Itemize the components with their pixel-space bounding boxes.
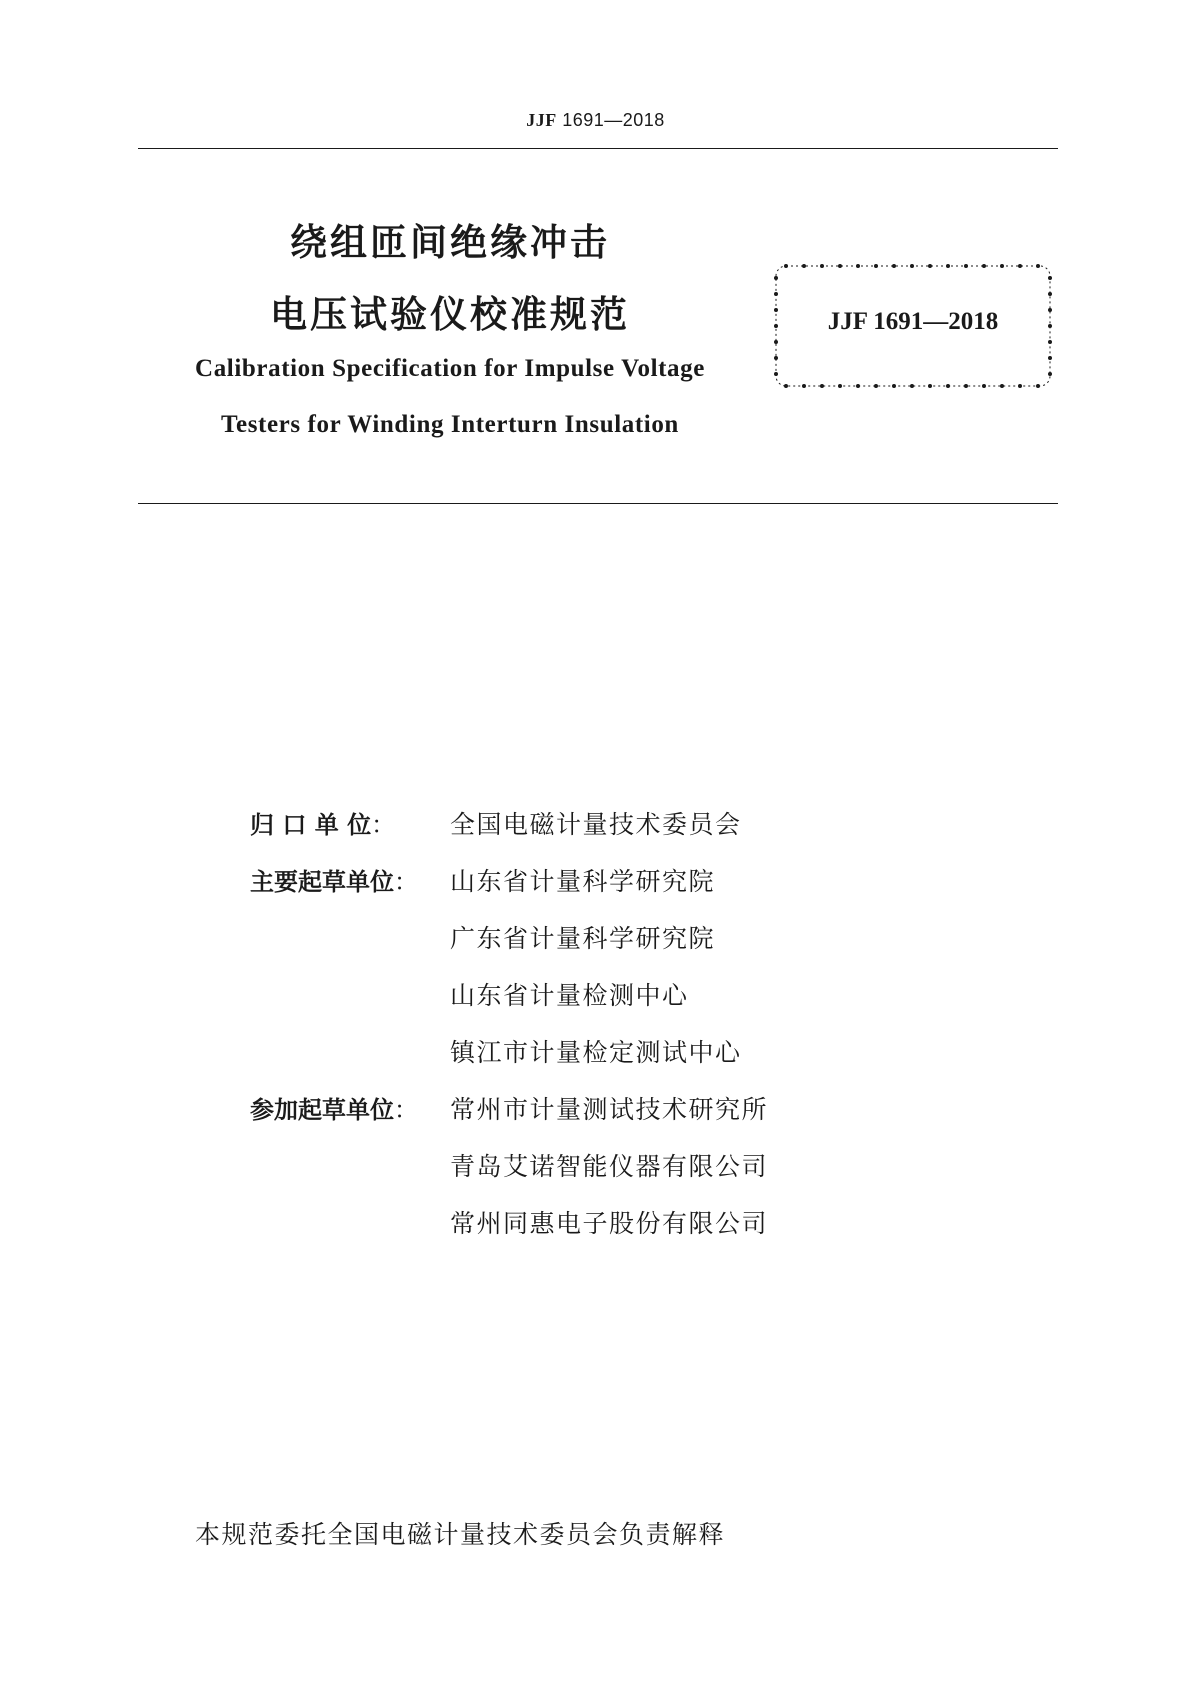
frame-dot	[1048, 292, 1052, 296]
bottom-rule	[138, 503, 1058, 504]
standard-code: JJF 1691—2018	[827, 308, 999, 335]
org-label: 参加起草单位：	[250, 1096, 418, 1124]
frame-dot	[1018, 264, 1022, 268]
frame-dot	[802, 264, 806, 268]
frame-dot	[964, 384, 968, 388]
title-zh-line2: 电压试验仪校准规范	[270, 293, 630, 336]
org-value: 常州同惠电子股份有限公司	[450, 1209, 769, 1238]
frame-dot	[774, 340, 778, 344]
org-value: 全国电磁计量技术委员会	[450, 810, 742, 839]
org-value: 山东省计量检测中心	[450, 981, 689, 1010]
frame-dot	[1048, 372, 1052, 376]
frame-dot	[774, 356, 778, 360]
frame-dot	[1048, 356, 1052, 360]
frame-dot	[1000, 384, 1004, 388]
org-row-main-drafter	[0, 919, 1191, 959]
org-label: 归 口 单 位：	[250, 811, 396, 839]
frame-dot	[820, 384, 824, 388]
frame-dot	[802, 384, 806, 388]
frame-dot	[774, 292, 778, 296]
frame-dot	[774, 372, 778, 376]
frame-dot	[1048, 276, 1052, 280]
frame-dot	[982, 264, 986, 268]
org-row-participating	[0, 1147, 1191, 1187]
interpretation-note: 本规范委托全国电磁计量技术委员会负责解释	[195, 1520, 726, 1549]
frame-dot	[874, 264, 878, 268]
frame-dot	[928, 264, 932, 268]
frame-dot	[820, 264, 824, 268]
frame-dot	[856, 264, 860, 268]
org-value: 广东省计量科学研究院	[450, 924, 716, 953]
frame-dot	[784, 384, 788, 388]
frame-dot	[946, 264, 950, 268]
org-label: 主要起草单位：	[250, 868, 418, 896]
frame-dot	[910, 384, 914, 388]
frame-dot	[1036, 384, 1040, 388]
frame-dot	[1036, 264, 1040, 268]
running-header	[0, 110, 1191, 131]
frame-dot	[892, 384, 896, 388]
header-code: 1691—2018	[562, 110, 665, 130]
frame-dot	[856, 384, 860, 388]
frame-dot	[928, 384, 932, 388]
title-zh-line1: 绕组匝间绝缘冲击	[290, 221, 610, 264]
title-en-line1: Calibration Specification for Impulse Voltage	[195, 355, 705, 382]
org-row-responsible	[0, 805, 1191, 845]
org-value: 镇江市计量检定测试中心	[450, 1038, 742, 1067]
title-en-line2: Testers for Winding Interturn Insulation	[221, 411, 679, 438]
org-row-participating	[0, 1090, 1191, 1130]
frame-dot	[838, 264, 842, 268]
org-value: 山东省计量科学研究院	[450, 867, 716, 896]
frame-dot	[1048, 340, 1052, 344]
org-value: 青岛艾诺智能仪器有限公司	[450, 1152, 769, 1181]
frame-dot	[910, 264, 914, 268]
org-value: 常州市计量测试技术研究所	[450, 1095, 769, 1124]
header-prefix: JJF	[526, 110, 557, 130]
frame-dot	[874, 384, 878, 388]
org-row-main-drafter	[0, 862, 1191, 902]
org-row-main-drafter	[0, 976, 1191, 1016]
frame-dot	[1018, 384, 1022, 388]
frame-dot	[774, 276, 778, 280]
top-rule	[138, 148, 1058, 149]
frame-dot	[982, 384, 986, 388]
org-row-main-drafter	[0, 1033, 1191, 1073]
frame-dot	[964, 264, 968, 268]
frame-dot	[784, 264, 788, 268]
org-row-participating	[0, 1204, 1191, 1244]
frame-dot	[1000, 264, 1004, 268]
frame-dot	[838, 384, 842, 388]
frame-dot	[946, 384, 950, 388]
standard-code-box	[772, 262, 1054, 390]
frame-dot	[892, 264, 896, 268]
